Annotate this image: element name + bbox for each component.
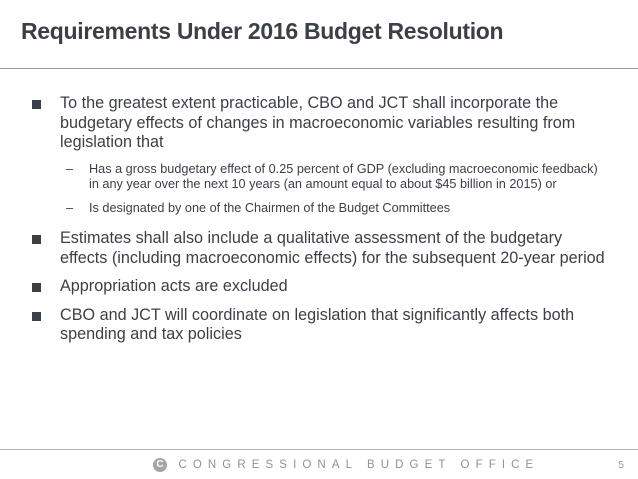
bullet-text: CBO and JCT will coordinate on legislation that significantly affects both spending and tax policies (60, 305, 575, 344)
square-bullet-icon (32, 235, 41, 244)
bullet-text: To the greatest extent practicable, CBO and JCT shall incorporate the budgetary effects of changes in macroeconomic variables resulting from legislation that (60, 94, 576, 151)
bullet-item (30, 277, 610, 297)
footer-divider (0, 449, 638, 450)
bullet-item (30, 229, 610, 268)
sub-bullet-text: Has a gross budgetary effect of 0.25 percent of GDP (excluding macroeconomic feedback) in any year over the next 10 years (an amount equal to about $45 billion in 2015) or (89, 161, 598, 192)
bullet-item (30, 306, 610, 345)
square-bullet-icon (32, 312, 41, 321)
sub-bullet-item (30, 162, 610, 193)
bullet-text: Estimates shall also include a qualitative assessment of the budgetary effects (including macroeconomic effects) for the subsequent 20-year period (60, 229, 605, 267)
slide-title: Requirements Under 2016 Budget Resolution (21, 18, 504, 44)
footer (153, 458, 539, 474)
sub-bullet-text: Is designated by one of the Chairmen of the Budget Committees (89, 200, 451, 215)
bullet-text: Appropriation acts are excluded (60, 277, 288, 296)
agency-name: CONGRESSIONAL BUDGET OFFICE (178, 459, 540, 471)
cbo-logo-icon: C (153, 458, 167, 472)
dash-bullet-icon: – (66, 200, 74, 215)
bullet-item (30, 94, 610, 216)
slide-body (30, 94, 610, 354)
dash-bullet-icon: – (66, 161, 74, 176)
title-divider (0, 68, 638, 69)
sub-bullet-item (30, 201, 610, 217)
square-bullet-icon (32, 100, 41, 109)
sub-bullet-list (60, 162, 610, 217)
square-bullet-icon (32, 283, 41, 292)
page-number: 5 (618, 459, 624, 471)
